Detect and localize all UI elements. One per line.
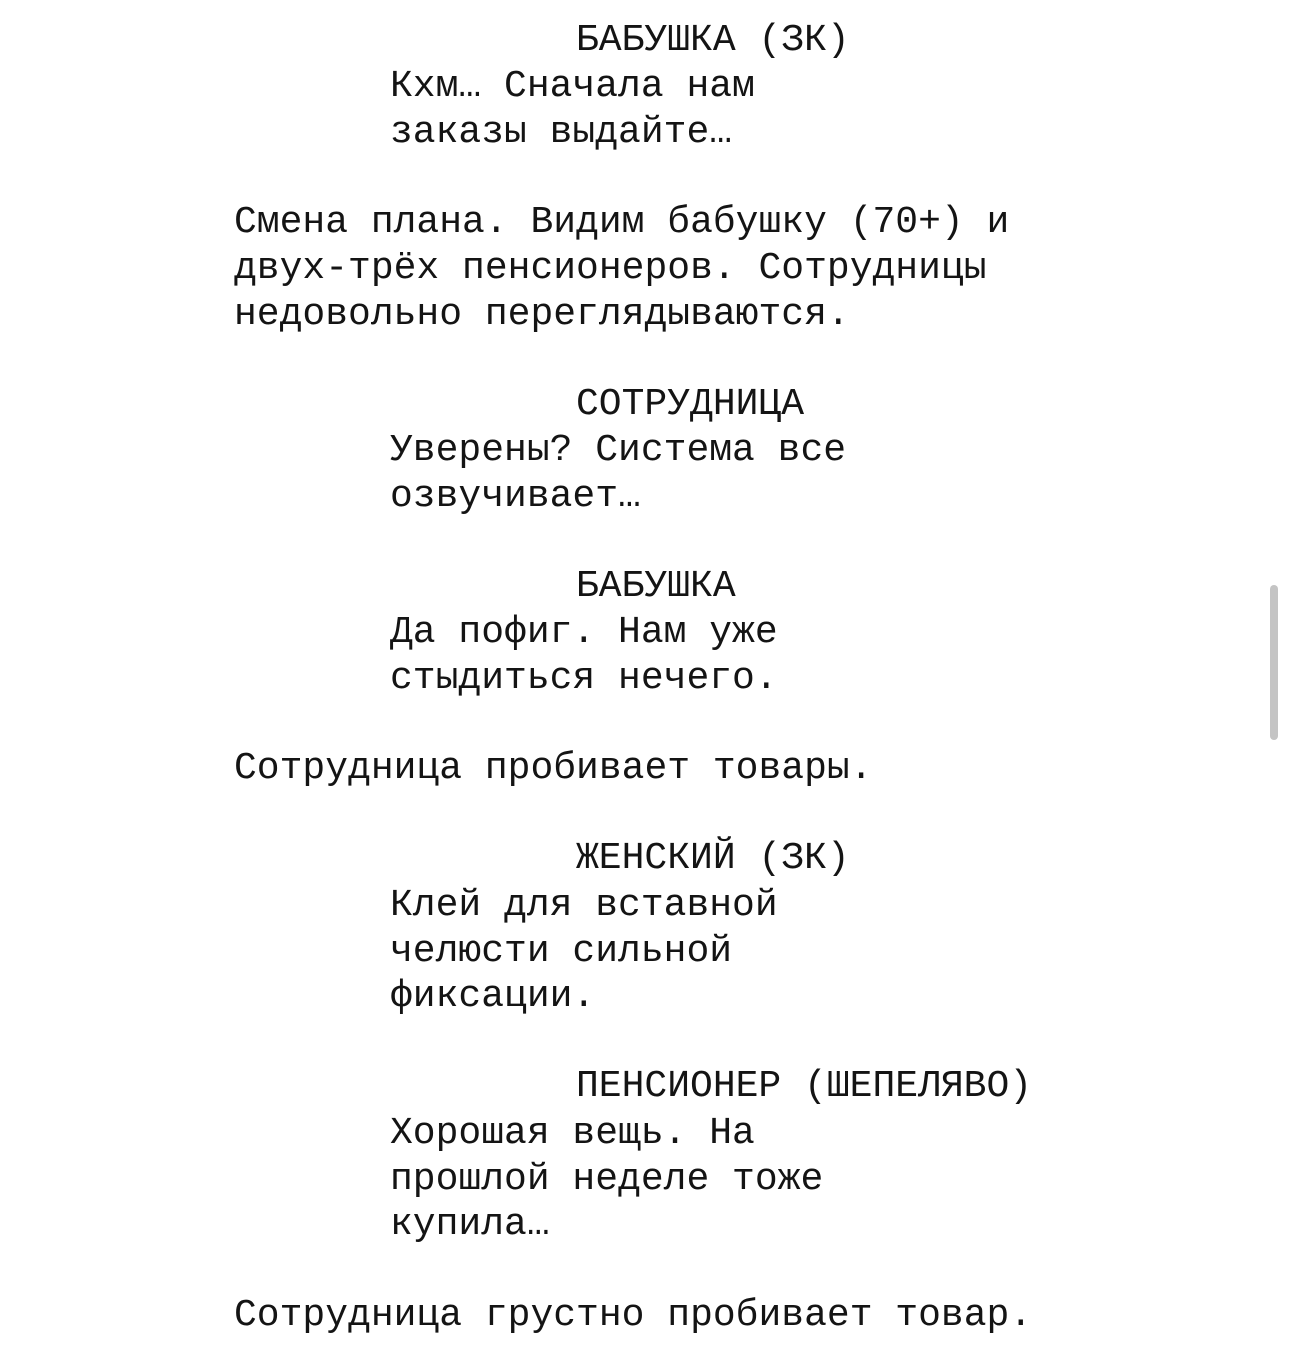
dialogue-line: стыдиться нечего. xyxy=(390,657,778,700)
character-name: БАБУШКА xyxy=(576,565,736,608)
vertical-scrollbar[interactable] xyxy=(1270,585,1278,740)
dialogue-line: Да пофиг. Нам уже xyxy=(390,611,778,654)
dialogue-line: озвучивает… xyxy=(390,475,641,518)
dialogue-line: Кхм… Сначала нам xyxy=(390,65,755,108)
dialogue-line: купила… xyxy=(390,1203,550,1246)
action-line: Смена плана. Видим бабушку (70+) и xyxy=(234,201,1010,244)
action-line: Сотрудница грустно пробивает товар. xyxy=(234,1294,1033,1337)
character-name: ПЕНСИОНЕР (ШЕПЕЛЯВО) xyxy=(576,1065,1033,1108)
character-name: ЖЕНСКИЙ (ЗК) xyxy=(576,837,850,880)
dialogue-line: фиксации. xyxy=(390,975,596,1018)
character-name: БАБУШКА (ЗК) xyxy=(576,19,850,62)
dialogue-line: Уверены? Система все xyxy=(390,429,847,472)
dialogue-line: челюсти сильной xyxy=(390,930,733,973)
dialogue-line: Клей для вставной xyxy=(390,884,778,927)
dialogue-line: заказы выдайте… xyxy=(390,111,733,154)
action-line: недовольно переглядываются. xyxy=(234,293,850,336)
dialogue-line: Хорошая вещь. На xyxy=(390,1112,755,1155)
action-line: Сотрудница пробивает товары. xyxy=(234,747,873,790)
action-line: двух-трёх пенсионеров. Сотрудницы xyxy=(234,247,987,290)
dialogue-line: прошлой неделе тоже xyxy=(390,1158,824,1201)
character-name: СОТРУДНИЦА xyxy=(576,383,805,426)
